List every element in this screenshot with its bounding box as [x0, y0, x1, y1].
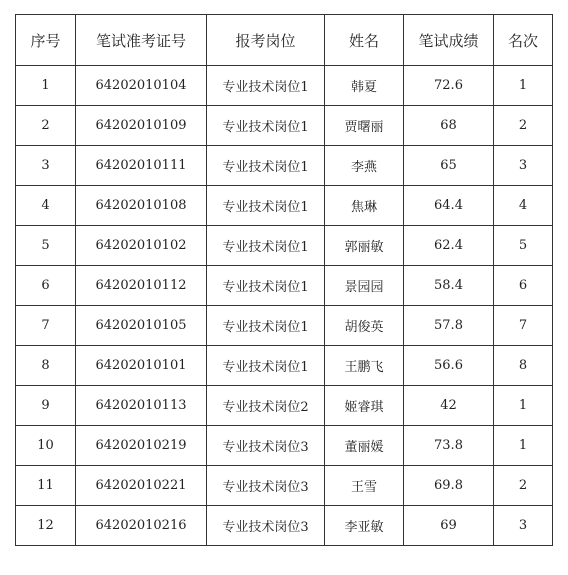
cell-seq: 4	[16, 186, 76, 226]
cell-name: 姬睿琪	[325, 386, 404, 426]
cell-exam-id: 64202010111	[76, 146, 207, 186]
table-row	[16, 466, 553, 506]
cell-seq: 6	[16, 266, 76, 306]
cell-rank: 7	[494, 306, 553, 346]
cell-score: 69.8	[404, 466, 494, 506]
cell-score: 42	[404, 386, 494, 426]
cell-score: 65	[404, 146, 494, 186]
cell-score: 64.4	[404, 186, 494, 226]
cell-name: 韩夏	[325, 66, 404, 106]
cell-post: 专业技术岗位1	[207, 106, 325, 146]
table-header	[16, 15, 553, 66]
cell-seq: 3	[16, 146, 76, 186]
cell-score: 68	[404, 106, 494, 146]
cell-name: 贾曙丽	[325, 106, 404, 146]
cell-exam-id: 64202010105	[76, 306, 207, 346]
table-row	[16, 146, 553, 186]
cell-name: 胡俊英	[325, 306, 404, 346]
header-score: 笔试成绩	[404, 15, 494, 66]
cell-post: 专业技术岗位1	[207, 66, 325, 106]
cell-score: 73.8	[404, 426, 494, 466]
cell-post: 专业技术岗位3	[207, 506, 325, 546]
cell-post: 专业技术岗位3	[207, 426, 325, 466]
cell-seq: 2	[16, 106, 76, 146]
cell-rank: 2	[494, 106, 553, 146]
cell-post: 专业技术岗位1	[207, 146, 325, 186]
cell-post: 专业技术岗位1	[207, 266, 325, 306]
cell-exam-id: 64202010109	[76, 106, 207, 146]
cell-seq: 8	[16, 346, 76, 386]
cell-exam-id: 64202010216	[76, 506, 207, 546]
cell-rank: 5	[494, 226, 553, 266]
cell-score: 72.6	[404, 66, 494, 106]
cell-name: 董丽媛	[325, 426, 404, 466]
cell-rank: 6	[494, 266, 553, 306]
cell-seq: 9	[16, 386, 76, 426]
cell-rank: 4	[494, 186, 553, 226]
cell-seq: 11	[16, 466, 76, 506]
cell-seq: 12	[16, 506, 76, 546]
cell-name: 李亚敏	[325, 506, 404, 546]
results-table	[15, 14, 553, 546]
cell-name: 郭丽敏	[325, 226, 404, 266]
cell-rank: 3	[494, 146, 553, 186]
cell-rank: 8	[494, 346, 553, 386]
cell-rank: 1	[494, 386, 553, 426]
cell-rank: 2	[494, 466, 553, 506]
cell-post: 专业技术岗位1	[207, 346, 325, 386]
cell-score: 57.8	[404, 306, 494, 346]
cell-exam-id: 64202010112	[76, 266, 207, 306]
table-row	[16, 106, 553, 146]
cell-exam-id: 64202010104	[76, 66, 207, 106]
table-row	[16, 66, 553, 106]
table-row	[16, 506, 553, 546]
cell-exam-id: 64202010102	[76, 226, 207, 266]
cell-seq: 5	[16, 226, 76, 266]
cell-post: 专业技术岗位1	[207, 306, 325, 346]
cell-exam-id: 64202010219	[76, 426, 207, 466]
table-body	[16, 66, 553, 546]
cell-score: 62.4	[404, 226, 494, 266]
cell-name: 李燕	[325, 146, 404, 186]
cell-seq: 10	[16, 426, 76, 466]
cell-seq: 1	[16, 66, 76, 106]
header-post: 报考岗位	[207, 15, 325, 66]
cell-post: 专业技术岗位1	[207, 186, 325, 226]
header-exam-id: 笔试准考证号	[76, 15, 207, 66]
cell-seq: 7	[16, 306, 76, 346]
cell-score: 69	[404, 506, 494, 546]
header-name: 姓名	[325, 15, 404, 66]
table-row	[16, 186, 553, 226]
table-row	[16, 426, 553, 466]
table-row	[16, 306, 553, 346]
cell-post: 专业技术岗位3	[207, 466, 325, 506]
table-row	[16, 226, 553, 266]
cell-exam-id: 64202010113	[76, 386, 207, 426]
header-row	[16, 15, 553, 66]
cell-post: 专业技术岗位1	[207, 226, 325, 266]
header-rank: 名次	[494, 15, 553, 66]
cell-exam-id: 64202010108	[76, 186, 207, 226]
cell-score: 56.6	[404, 346, 494, 386]
cell-rank: 1	[494, 66, 553, 106]
table-row	[16, 266, 553, 306]
cell-post: 专业技术岗位2	[207, 386, 325, 426]
cell-score: 58.4	[404, 266, 494, 306]
cell-name: 焦琳	[325, 186, 404, 226]
cell-name: 王鹏飞	[325, 346, 404, 386]
cell-rank: 1	[494, 426, 553, 466]
table-row	[16, 386, 553, 426]
table-row	[16, 346, 553, 386]
cell-exam-id: 64202010221	[76, 466, 207, 506]
cell-rank: 3	[494, 506, 553, 546]
cell-name: 王雪	[325, 466, 404, 506]
header-seq: 序号	[16, 15, 76, 66]
cell-exam-id: 64202010101	[76, 346, 207, 386]
cell-name: 景园园	[325, 266, 404, 306]
